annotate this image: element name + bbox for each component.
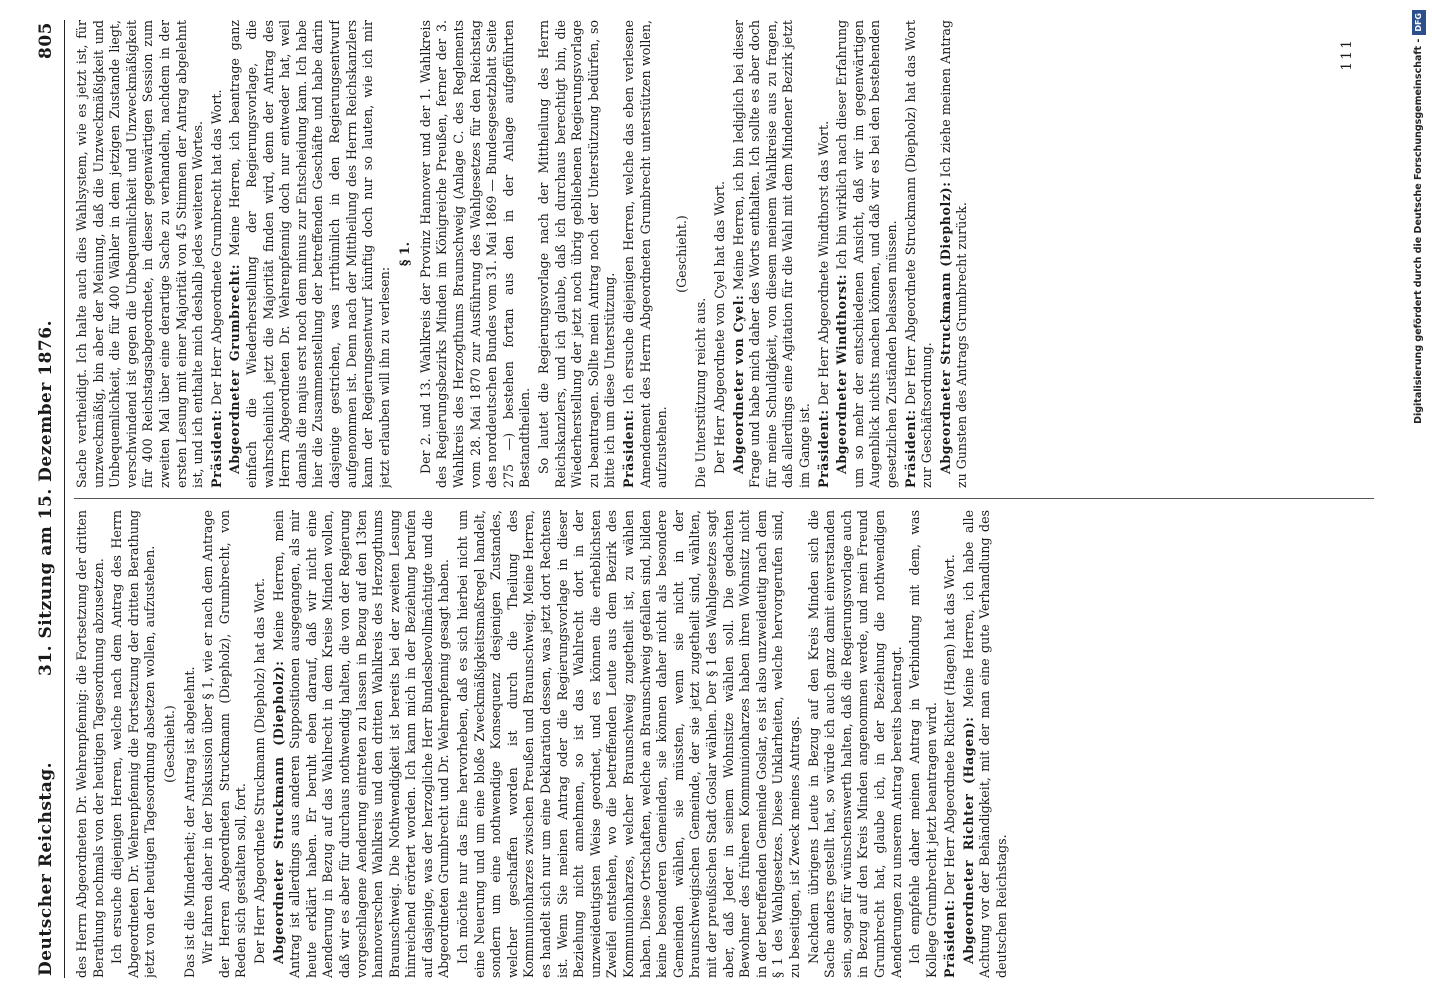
page-content xyxy=(30,20,1385,978)
paragraph-text: Das ist die Minderheit; der Antrag ist abgelehnt. xyxy=(181,666,197,978)
paragraph-text: Der Herr Abgeordnete von Cyel hat das Wort. xyxy=(711,181,727,474)
journal-title: Deutscher Reichstag. xyxy=(36,761,56,976)
speaker-name: Abgeordneter Windthorst: xyxy=(834,273,850,474)
signature-mark: 111 xyxy=(1339,38,1355,71)
paragraph xyxy=(834,20,900,488)
speaker-name: Abgeordneter Richter (Hagen): xyxy=(960,716,976,964)
speaker-name: Präsident: xyxy=(942,899,958,978)
paragraph xyxy=(903,20,936,488)
paragraph xyxy=(209,20,226,488)
paragraph xyxy=(227,20,393,488)
paragraph-text: Ich ersuche diejenigen Herren, welche das eben verlesene Amendement des Herrn Abgeordneten Grumbrecht unterstützen wollen, aufzustehen. xyxy=(621,20,670,488)
paragraph-text: Wir fahren daher in der Diskussion über § 1, wie er nach dem Antrage der Herren Abgeordneten Struckmann (Diepholz), Grumbrecht, von Reden sich gestalten soll, fort. xyxy=(200,510,249,978)
speaker-name: Präsident: xyxy=(815,409,831,488)
speaker-name: Präsident: xyxy=(208,409,224,488)
paragraph xyxy=(418,20,534,488)
paragraph-text: Ich empfehle daher meinen Antrag in Verbindung mit dem, was Kollege Grumbrecht jetzt beantragen wird. xyxy=(907,510,939,978)
speaker-name: Abgeordneter Grumbrecht: xyxy=(227,263,243,474)
speaker-name: Abgeordneter Struckmann (Diepholz): xyxy=(270,660,286,964)
paragraph xyxy=(397,20,414,488)
paragraph-text: Der Herr Abgeordnete Struckmann (Diepholz) hat das Wort. xyxy=(251,578,267,964)
paragraph-text: Meine Herren, mein Antrag ist allerdings aus anderen Suppositionen ausgegangen, als mir heute erklärt haben. Er beruht eben darauf, daß wir nicht eine Aenderung in Bezug auf das Wahlrecht in dem Kreise Minden wollen, daß wir es aber für durchaus nothwendig halten, die von der Regierung vorgeschlagene Aenderung eintreten zu lassen in Bezug auf den 13ten hannoverschen Wahlkreis und den dritten Wahlkreis des Herzogthums Braunschweig. Die Nothwendigkeit ist bereits bei der zweiten Lesung hinreichend erörtert worden. Ich kann mich in der Beziehung berufen auf dasjenige, was der herzogliche Herr Bundesbevollmächtigte und die Abgeordneten Grumbrecht und Dr. Wehrenpfennig gesagt haben. xyxy=(270,510,452,978)
speaker-name: Abgeordneter Struckmann (Diepholz): xyxy=(937,181,953,474)
paragraph-text: § 1. xyxy=(397,241,413,267)
paragraph-text: Der Herr Abgeordnete Windthorst das Wort. xyxy=(815,120,831,406)
speaker-name: Präsident: xyxy=(621,409,636,488)
paragraph-text: So lautet die Regierungsvorlage nach der Mittheilung des Herrn Reichskanzlers, und ich glaube, daß ich durchaus berechtigt bin, die Wiederherstellung der jetzt noch übrig gebliebenen Regierungsvorlage zu beantragen. Sollte mein Antrag noch der Unterstützung bedürfen, so bitte ich um diese Unterstützung. xyxy=(536,20,618,488)
paragraph xyxy=(938,20,971,488)
paragraph xyxy=(961,510,1011,978)
paragraph xyxy=(907,510,940,978)
paragraph-text: Ich bin wirklich nach dieser Erfahrung um so mehr der entschiedenen Ansicht, daß wir im gegenwärtigen Augenblick nichts machen können, und daß wir es bei den bestehenden gesetzlichen Zuständen belassen müssen. xyxy=(834,20,899,488)
paragraph-text: Der Herr Abgeordnete Struckmann (Diepholz) hat das Wort zur Geschäftsordnung. xyxy=(902,20,935,488)
paragraph xyxy=(74,20,207,488)
session-date: 31. Sitzung am 15. Dezember 1876. xyxy=(36,320,56,677)
paragraph-text: Der 2. und 13. Wahlkreis der Provinz Hannover und der 1. Wahlkreis des Regierungsbezirks Minden im Königreiche Preußen, ferner der 3. Wahlkreis des Herzogthums Braunschweig (Anlage C. des Reglements vom 28. Mai 1870 zur Ausführung des Wahlgesetzes für den Reichstag des norddeutschen Bundes vom 31. Mai 1869 — Bundesgesetzblatt Seite 275 —) bestehen fortan aus den in der Anlage aufgeführten Bestandtheilen. xyxy=(417,20,533,488)
paragraph xyxy=(74,510,107,978)
paragraph xyxy=(712,20,729,488)
paragraph xyxy=(816,20,833,488)
paragraph xyxy=(182,510,199,978)
paragraph-text: Ich ziehe meinen Antrag zu Gunsten des Antrags Grumbrecht zurück. xyxy=(937,20,970,488)
dfg-stamp xyxy=(1408,0,1430,1000)
paragraph-text: Meine Herren, ich bin lediglich bei dieser Frage und habe mich daher des Worts enthalten. Ich sollte es aber doch für meine Schuldigkeit, von diesem meinem Wahlkreise aus zu fragen, daß allerdings eine Agitation für die Wahl mit dem Mindener Bezirk jetzt im Gange ist. xyxy=(730,20,812,488)
speaker-name: Präsident: xyxy=(902,409,918,488)
speaker-name: Abgeordneter von Cyel: xyxy=(730,294,746,474)
paragraph-text: Meine Herren, ich beantrage ganz einfach die Wiederherstellung der Regierungsvorlage, die wahrscheinlich jetzt die Majorität finden wird, denn der Antrag des Herrn Abgeordneten Dr. Wehrenpfennig doch nur entweder hat, weil damals die majus erst noch dem minus zur Entscheidung kam. Ich habe hier die Zusammenstellung der betreffenden Geschäfte und habe darin dasjenige gestrichen, was irrthümlich in den Regierungsentwurf aufgenommen ist. Denn nach der Mittheilung des Herrn Reichskanzlers kann der Regierungsentwurf künftig doch nur so lauten, wie ich mir jetzt erlauben will ihn zu verlesen: xyxy=(227,20,392,488)
paragraph-text: (Geschieht.) xyxy=(673,215,689,293)
paragraph xyxy=(252,510,269,978)
paragraph-text: Nachdem übrigens Leute in Bezug auf den Kreis Minden sich die Sache anders gestellt hat, so würde ich auch ganz damit einverstanden sein, sogar für wünschenswerth halten, daß die Regierungsvorlage auch in Bezug auf den Kreis Minden angenommen werde, und mein Freund Grumbrecht hat, glaube ich, in der Beziehung die nothwendigen Aenderungen zu unserem Antrag bereits beantragt. xyxy=(805,510,904,978)
paragraph xyxy=(536,20,619,488)
paragraph xyxy=(200,510,250,978)
paragraph-text: Ich ersuche diejenigen Herren, welche nach dem Antrag des Herrn Abgeordneten Dr. Wehrenpfennig die Fortsetzung der dritten Berathung jetzt von der heutigen Tagesordnung absetzen wollen, aufzustehen. xyxy=(109,510,158,978)
page-number: 805 xyxy=(36,22,56,59)
dfg-stamp-label: Digitalisierung gefördert durch die Deutsche Forschungsgemeinschaft - xyxy=(1413,38,1424,424)
paragraph-text: Die Unterstützung reicht aus. xyxy=(693,297,709,488)
dfg-stamp-text xyxy=(1408,0,1430,1000)
left-column xyxy=(74,510,1384,978)
paragraph xyxy=(674,20,691,488)
paragraph xyxy=(942,510,959,978)
paragraph xyxy=(693,20,710,488)
paragraph-text: (Geschieht.) xyxy=(161,705,177,783)
paragraph-text: Der Herr Abgeordnete Richter (Hagen) hat das Wort. xyxy=(942,554,958,896)
right-column xyxy=(74,20,1384,488)
dfg-logo: DFG xyxy=(1412,10,1426,35)
text-columns xyxy=(74,20,1384,978)
paragraph-text: Meine Herren, ich habe alle Achtung vor der Behändigkeit, mit der man eine gute Verhandlung des deutschen Reichstags. xyxy=(960,510,1010,978)
paragraph-text: des Herrn Abgeordneten Dr. Wehrenpfennig: die Fortsetzung der dritten Berathung nochmals von der heutigen Tagesordnung abzusetzen. xyxy=(74,510,106,978)
running-head xyxy=(30,20,65,978)
paragraph-text: Sache vertheidigt. Ich halte auch dies Wahlsystem, wie es jetzt ist, für unzweckmäßig, bin aber der Meinung, daß die Unzweckmäßigkeit und Unbequemlichkeit, die für 400 Wähler in dem jetzigen Zustande liegt, verschwindend ist gegen die Unbequemlichkeit und Unzweckmäßigkeit für 400 Reichstagsabgeordnete, in dieser gegenwärtigen Session zum zweiten Mal über eine derartige Sache zu verhandeln, nachdem in der ersten Lesung mit einer Majorität von 45 Stimmen der Antrag abgelehnt ist, und ich enthalte mich deshalb jedes weiteren Wortes. xyxy=(74,20,206,488)
paragraph xyxy=(271,510,454,978)
paragraph-text: Ich möchte nur das Eine hervorheben, daß es sich hierbei nicht um eine Neuerung und um eine bloße Zweckmäßigkeitsmaßregel handelt, sondern um eine nothwendige Konsequenz desjenigen Zustandes, welcher geschaffen worden ist durch die Theilung des Kommunionharzes zwischen Preußen und Braunschweig. Meine Herren, es handelt sich nur um eine Deklaration dessen, was jetzt dort Rechtens ist. Wenn Sie meinen Antrag oder die Regierungsvorlage in dieser Beziehung nicht annehmen, so ist das Wahlrecht dort in der unzweideutigsten Weise geordnet, und es können die erheblichsten Zweifel entstehen, wo die betreffenden Leute aus dem Bezirk des Kommunionharzes, welcher Braunschweig zugetheilt ist, zu wählen haben. Diese Ortschaften, welche an Braunschweig gefallen sind, bilden keine besonderen Gemeinden, sie können daher nicht als besondere Gemeinden wählen, sie müssten, wenn sie nicht in der braunschweigischen Gemeinde, der sie jetzt zugetheilt sind, wählten, mit der preußischen Stadt Goslar wählen. Der § 1 des Wahlgesetzes sagt aber, daß Jeder in seinem Wohnsitze wählen soll. Die gedachten Bewohner des früheren Kommunionharzes haben ihren Wohnsitz nicht in der betreffenden Gemeinde Goslar, es ist also unzweideutig nach dem § 1 des Wahlgesetzes. Diese Unklarheiten, welche hervorgerufen sind, zu beseitigen, ist Zweck meines Antrags. xyxy=(455,510,802,978)
paragraph xyxy=(109,510,159,978)
paragraph xyxy=(162,510,179,978)
paragraph xyxy=(621,20,671,488)
paragraph-text: Der Herr Abgeordnete Grumbrecht hat das Wort. xyxy=(208,89,224,406)
paragraph xyxy=(455,510,803,978)
paragraph xyxy=(731,20,814,488)
paragraph xyxy=(806,510,906,978)
